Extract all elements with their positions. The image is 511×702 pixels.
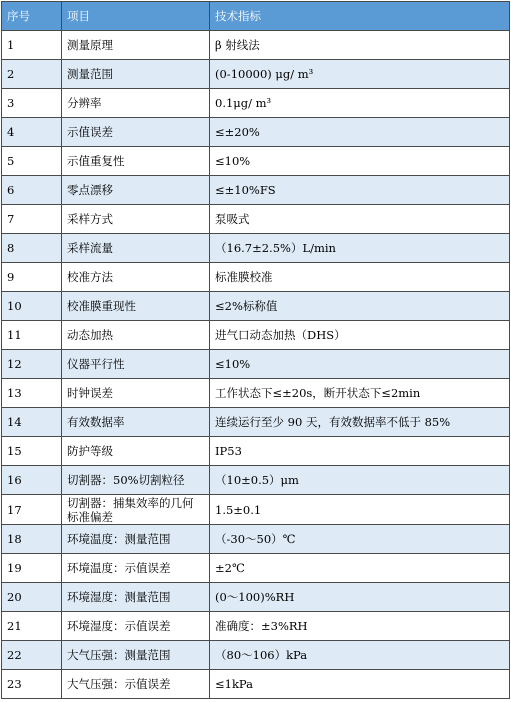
cell-item: 防护等级	[62, 437, 210, 466]
cell-spec: ≤2%标称值	[210, 292, 510, 321]
cell-number: 2	[2, 60, 62, 89]
cell-spec: β 射线法	[210, 31, 510, 60]
header-row	[2, 2, 510, 31]
cell-spec: 1.5±0.1	[210, 495, 510, 525]
cell-spec: （-30～50）℃	[210, 525, 510, 554]
cell-number: 3	[2, 89, 62, 118]
cell-number: 9	[2, 263, 62, 292]
table-row	[2, 408, 510, 437]
cell-spec: ±2℃	[210, 554, 510, 583]
table-body	[2, 31, 510, 699]
table-row	[2, 466, 510, 495]
cell-spec: ≤10%	[210, 147, 510, 176]
table-row	[2, 495, 510, 525]
cell-item: 采样流量	[62, 234, 210, 263]
cell-number: 22	[2, 641, 62, 670]
table-row	[2, 554, 510, 583]
table-row	[2, 583, 510, 612]
cell-spec: 进气口动态加热（DHS）	[210, 321, 510, 350]
table-row	[2, 31, 510, 60]
cell-number: 1	[2, 31, 62, 60]
cell-item: 示值重复性	[62, 147, 210, 176]
cell-number: 15	[2, 437, 62, 466]
header-item: 项目	[62, 2, 210, 31]
table-row	[2, 234, 510, 263]
cell-item: 分辨率	[62, 89, 210, 118]
cell-spec: (0～100)%RH	[210, 583, 510, 612]
cell-item: 测量原理	[62, 31, 210, 60]
table-row	[2, 437, 510, 466]
cell-number: 11	[2, 321, 62, 350]
cell-number: 8	[2, 234, 62, 263]
spec-table	[1, 1, 510, 699]
cell-number: 14	[2, 408, 62, 437]
table-row	[2, 176, 510, 205]
table-row	[2, 147, 510, 176]
cell-spec: ≤10%	[210, 350, 510, 379]
cell-spec: （16.7±2.5%）L/min	[210, 234, 510, 263]
cell-item: 时钟误差	[62, 379, 210, 408]
cell-item: 有效数据率	[62, 408, 210, 437]
cell-item: 仪器平行性	[62, 350, 210, 379]
cell-item: 环境温度：示值误差	[62, 554, 210, 583]
table-row	[2, 612, 510, 641]
cell-number: 19	[2, 554, 62, 583]
cell-number: 23	[2, 670, 62, 699]
table-row	[2, 118, 510, 147]
cell-item: 切割器：50%切割粒径	[62, 466, 210, 495]
cell-item: 测量范围	[62, 60, 210, 89]
cell-number: 12	[2, 350, 62, 379]
header-spec: 技术指标	[210, 2, 510, 31]
cell-item: 示值误差	[62, 118, 210, 147]
table-row	[2, 89, 510, 118]
cell-number: 10	[2, 292, 62, 321]
cell-spec: 连续运行至少 90 天，有效数据率不低于 85%	[210, 408, 510, 437]
cell-item: 环境湿度：示值误差	[62, 612, 210, 641]
table-row	[2, 205, 510, 234]
cell-item: 切割器：捕集效率的几何标准偏差	[62, 495, 210, 525]
cell-number: 6	[2, 176, 62, 205]
cell-spec: ≤±10%FS	[210, 176, 510, 205]
cell-spec: IP53	[210, 437, 510, 466]
cell-item: 大气压强：测量范围	[62, 641, 210, 670]
cell-spec: ≤±20%	[210, 118, 510, 147]
cell-number: 13	[2, 379, 62, 408]
cell-number: 4	[2, 118, 62, 147]
cell-item: 采样方式	[62, 205, 210, 234]
cell-item: 动态加热	[62, 321, 210, 350]
cell-spec: 工作状态下≤±20s，断开状态下≤2min	[210, 379, 510, 408]
cell-spec: 准确度：±3%RH	[210, 612, 510, 641]
table-row	[2, 525, 510, 554]
cell-spec: 泵吸式	[210, 205, 510, 234]
cell-spec: 0.1μg/ m³	[210, 89, 510, 118]
cell-number: 7	[2, 205, 62, 234]
cell-item: 校准方法	[62, 263, 210, 292]
cell-item: 校准膜重现性	[62, 292, 210, 321]
cell-spec: （10±0.5）μm	[210, 466, 510, 495]
cell-spec: （80～106）kPa	[210, 641, 510, 670]
table-row	[2, 379, 510, 408]
cell-number: 5	[2, 147, 62, 176]
table-row	[2, 292, 510, 321]
cell-number: 17	[2, 495, 62, 525]
table-row	[2, 350, 510, 379]
cell-spec: 标准膜校准	[210, 263, 510, 292]
cell-number: 18	[2, 525, 62, 554]
table-row	[2, 263, 510, 292]
cell-number: 21	[2, 612, 62, 641]
cell-item: 环境湿度：测量范围	[62, 583, 210, 612]
cell-item: 零点漂移	[62, 176, 210, 205]
cell-item: 大气压强：示值误差	[62, 670, 210, 699]
cell-number: 16	[2, 466, 62, 495]
cell-item: 环境温度：测量范围	[62, 525, 210, 554]
table-row	[2, 641, 510, 670]
cell-number: 20	[2, 583, 62, 612]
cell-spec: (0-10000) μg/ m³	[210, 60, 510, 89]
table-row	[2, 321, 510, 350]
cell-spec: ≤1kPa	[210, 670, 510, 699]
table-row	[2, 670, 510, 699]
table-header	[2, 2, 510, 31]
table-row	[2, 60, 510, 89]
header-number: 序号	[2, 2, 62, 31]
